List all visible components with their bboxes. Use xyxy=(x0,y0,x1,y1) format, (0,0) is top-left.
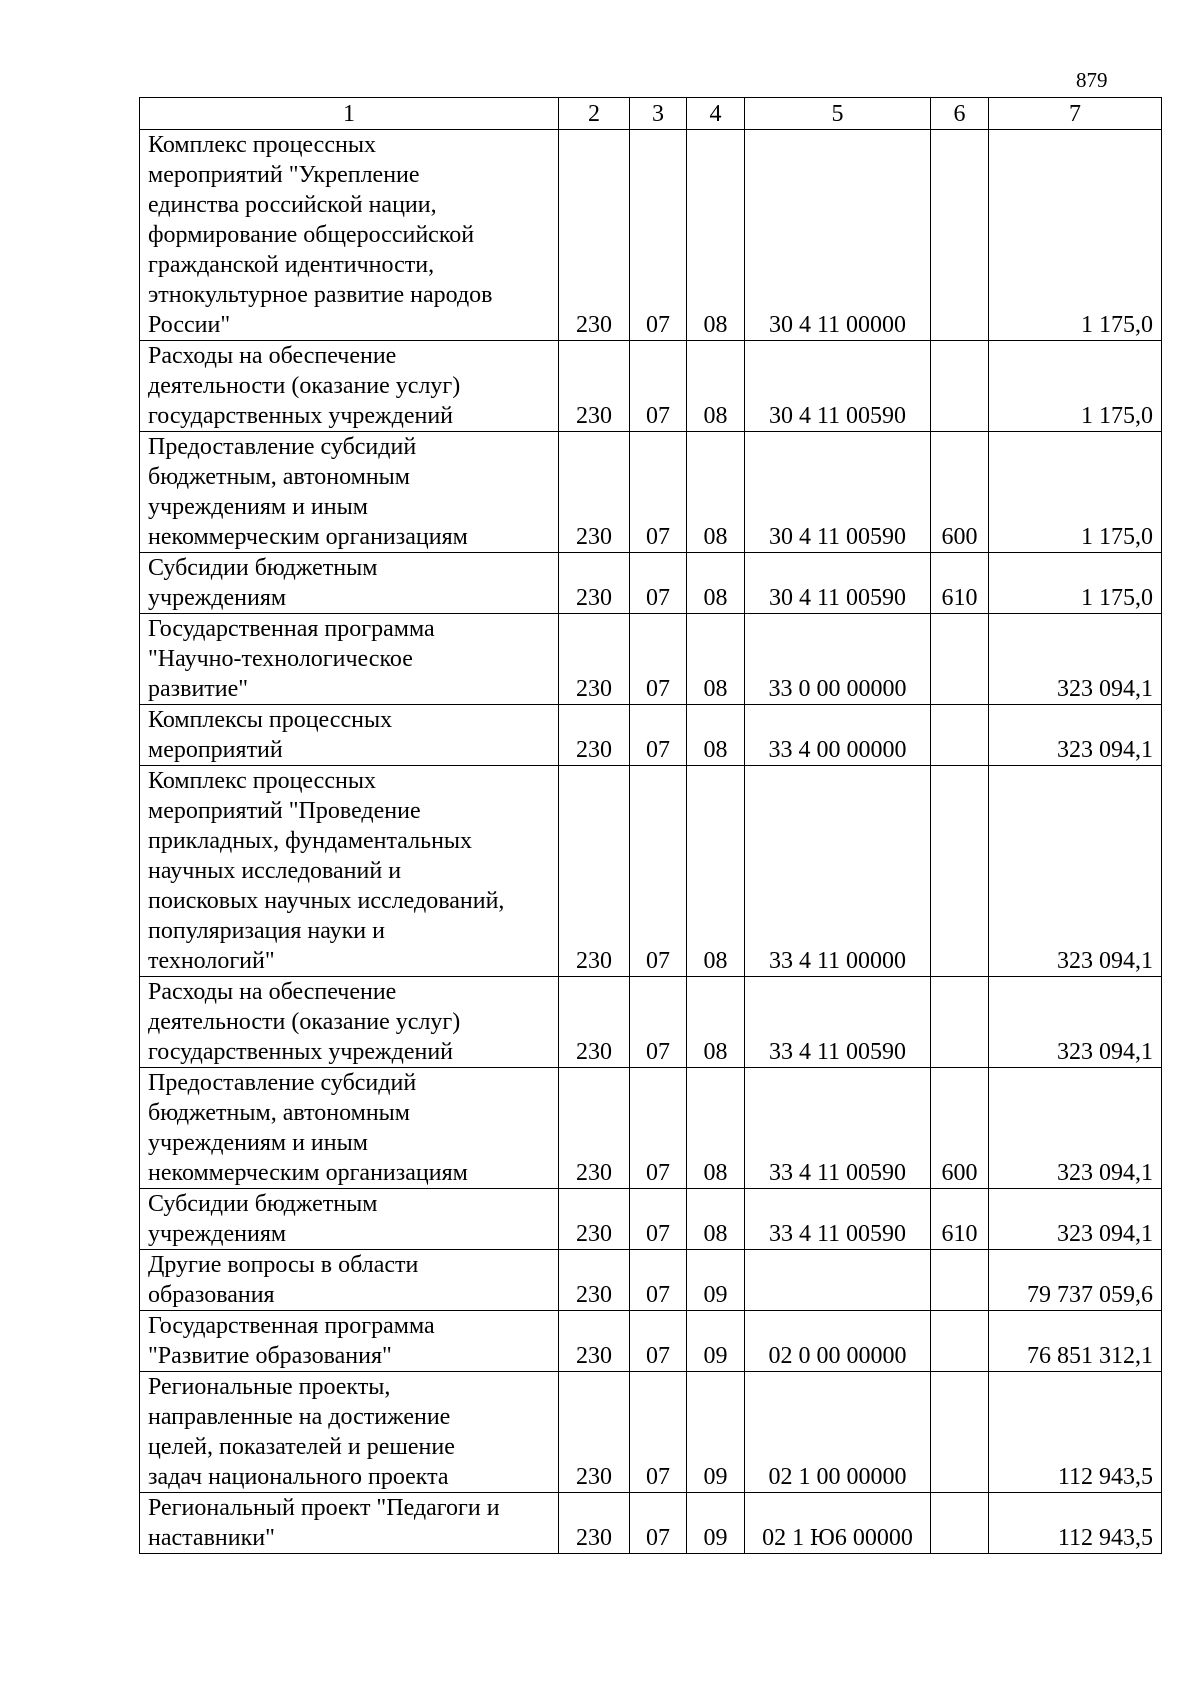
row-name-line: мероприятий "Проведение xyxy=(148,798,421,824)
row-name-line: образования xyxy=(148,1282,275,1308)
row-name-line: государственных учреждений xyxy=(148,1039,454,1065)
row-name-line: гражданской идентичности, xyxy=(148,252,435,278)
row-sum-cell: 323 094,1 xyxy=(989,1068,1162,1189)
row-sum-cell: 323 094,1 xyxy=(989,1189,1162,1250)
row-pr-cell: 08 xyxy=(687,766,745,977)
row-name-cell xyxy=(140,614,559,705)
row-vr-cell xyxy=(931,1493,989,1554)
row-pr-cell: 09 xyxy=(687,1372,745,1493)
row-pr-cell: 08 xyxy=(687,341,745,432)
row-csr-cell: 33 4 11 00590 xyxy=(745,1068,931,1189)
table-row xyxy=(140,705,1162,766)
table-row xyxy=(140,341,1162,432)
row-name-line: Предоставление субсидий xyxy=(148,1070,417,1096)
row-pr-cell: 08 xyxy=(687,614,745,705)
row-name-line: направленные на достижение xyxy=(148,1404,451,1430)
row-name-cell xyxy=(140,1311,559,1372)
row-name-line: Предоставление субсидий xyxy=(148,434,417,460)
row-name-line: поисковых научных исследований, xyxy=(148,888,505,914)
row-sum-cell: 76 851 312,1 xyxy=(989,1311,1162,1372)
row-vr-cell xyxy=(931,705,989,766)
row-name-line: некоммерческим организациям xyxy=(148,1160,468,1186)
row-csr-cell: 02 1 Ю6 00000 xyxy=(745,1493,931,1554)
row-name-line: мероприятий "Укрепление xyxy=(148,162,420,188)
row-vr-cell: 600 xyxy=(931,1068,989,1189)
page-number: 879 xyxy=(1076,68,1108,92)
table-row xyxy=(140,1189,1162,1250)
header-col-4: 4 xyxy=(687,98,745,130)
row-csr-cell xyxy=(745,1250,931,1311)
row-name-cell xyxy=(140,432,559,553)
row-sum-cell: 1 175,0 xyxy=(989,341,1162,432)
row-pr-cell: 08 xyxy=(687,977,745,1068)
row-name-cell xyxy=(140,1250,559,1311)
row-name-line: технологий" xyxy=(148,948,275,974)
row-name-line: Региональные проекты, xyxy=(148,1374,391,1400)
row-gr-cell: 230 xyxy=(559,130,630,341)
row-name-line: учреждениям xyxy=(148,1221,287,1247)
row-vr-cell xyxy=(931,130,989,341)
table-row xyxy=(140,432,1162,553)
row-pr-cell: 09 xyxy=(687,1250,745,1311)
header-col-5: 5 xyxy=(745,98,931,130)
row-vr-cell xyxy=(931,341,989,432)
row-csr-cell: 30 4 11 00590 xyxy=(745,432,931,553)
row-csr-cell: 33 4 11 00590 xyxy=(745,1189,931,1250)
row-gr-cell: 230 xyxy=(559,1189,630,1250)
row-vr-cell: 610 xyxy=(931,1189,989,1250)
row-sum-cell: 323 094,1 xyxy=(989,614,1162,705)
row-pr-cell: 08 xyxy=(687,432,745,553)
header-row xyxy=(140,98,1162,130)
row-name-line: целей, показателей и решение xyxy=(148,1434,455,1460)
row-gr-cell: 230 xyxy=(559,341,630,432)
row-csr-cell: 30 4 11 00590 xyxy=(745,553,931,614)
row-vr-cell: 610 xyxy=(931,553,989,614)
row-csr-cell: 30 4 11 00000 xyxy=(745,130,931,341)
row-name-cell xyxy=(140,553,559,614)
row-csr-cell: 30 4 11 00590 xyxy=(745,341,931,432)
row-name-line: Другие вопросы в области xyxy=(148,1252,419,1278)
row-gr-cell: 230 xyxy=(559,432,630,553)
row-csr-cell: 33 4 00 00000 xyxy=(745,705,931,766)
row-sum-cell: 1 175,0 xyxy=(989,130,1162,341)
row-name-line: задач национального проекта xyxy=(148,1464,449,1490)
row-vr-cell xyxy=(931,614,989,705)
row-pr-cell: 08 xyxy=(687,705,745,766)
row-gr-cell: 230 xyxy=(559,614,630,705)
table-header xyxy=(140,98,1162,130)
row-pr-cell: 08 xyxy=(687,553,745,614)
row-rz-cell: 07 xyxy=(630,1250,687,1311)
row-name-line: этнокультурное развитие народов xyxy=(148,282,493,308)
row-rz-cell: 07 xyxy=(630,130,687,341)
row-gr-cell: 230 xyxy=(559,1311,630,1372)
row-rz-cell: 07 xyxy=(630,1372,687,1493)
row-sum-cell: 1 175,0 xyxy=(989,432,1162,553)
row-rz-cell: 07 xyxy=(630,977,687,1068)
row-gr-cell: 230 xyxy=(559,1372,630,1493)
table-row xyxy=(140,1372,1162,1493)
row-name-line: некоммерческим организациям xyxy=(148,524,468,550)
header-col-1: 1 xyxy=(140,98,559,130)
row-pr-cell: 08 xyxy=(687,1189,745,1250)
row-gr-cell: 230 xyxy=(559,553,630,614)
row-gr-cell: 230 xyxy=(559,977,630,1068)
row-csr-cell: 33 0 00 00000 xyxy=(745,614,931,705)
row-name-line: научных исследований и xyxy=(148,858,402,884)
row-csr-cell: 02 1 00 00000 xyxy=(745,1372,931,1493)
row-gr-cell: 230 xyxy=(559,1250,630,1311)
row-name-line: Комплекс процессных xyxy=(148,132,376,158)
row-vr-cell xyxy=(931,1372,989,1493)
row-rz-cell: 07 xyxy=(630,432,687,553)
row-csr-cell: 33 4 11 00590 xyxy=(745,977,931,1068)
row-rz-cell: 07 xyxy=(630,553,687,614)
row-name-line: "Развитие образования" xyxy=(148,1343,392,1369)
row-vr-cell xyxy=(931,766,989,977)
row-name-line: прикладных, фундаментальных xyxy=(148,828,473,854)
row-name-line: Субсидии бюджетным xyxy=(148,1191,378,1217)
row-sum-cell: 112 943,5 xyxy=(989,1493,1162,1554)
row-name-cell xyxy=(140,977,559,1068)
row-rz-cell: 07 xyxy=(630,766,687,977)
row-vr-cell xyxy=(931,1250,989,1311)
row-csr-cell: 02 0 00 00000 xyxy=(745,1311,931,1372)
row-name-line: учреждениям и иным xyxy=(148,494,368,520)
row-name-line: Субсидии бюджетным xyxy=(148,555,378,581)
row-vr-cell: 600 xyxy=(931,432,989,553)
row-name-line: развитие" xyxy=(148,676,249,702)
row-vr-cell xyxy=(931,1311,989,1372)
row-name-cell xyxy=(140,1372,559,1493)
row-sum-cell: 112 943,5 xyxy=(989,1372,1162,1493)
row-rz-cell: 07 xyxy=(630,1068,687,1189)
table-row xyxy=(140,1068,1162,1189)
row-name-line: бюджетным, автономным xyxy=(148,1100,410,1126)
row-rz-cell: 07 xyxy=(630,1189,687,1250)
row-name-line: Расходы на обеспечение xyxy=(148,343,397,369)
row-name-line: Государственная программа xyxy=(148,1313,435,1339)
header-col-2: 2 xyxy=(559,98,630,130)
row-name-line: наставники" xyxy=(148,1525,275,1551)
table-row xyxy=(140,1493,1162,1554)
row-sum-cell: 79 737 059,6 xyxy=(989,1250,1162,1311)
budget-table xyxy=(139,97,1162,1554)
row-name-cell xyxy=(140,341,559,432)
row-rz-cell: 07 xyxy=(630,705,687,766)
row-csr-cell: 33 4 11 00000 xyxy=(745,766,931,977)
table-row xyxy=(140,130,1162,341)
row-name-line: бюджетным, автономным xyxy=(148,464,410,490)
row-name-cell xyxy=(140,1189,559,1250)
header-col-3: 3 xyxy=(630,98,687,130)
row-rz-cell: 07 xyxy=(630,614,687,705)
table-row xyxy=(140,553,1162,614)
row-gr-cell: 230 xyxy=(559,1493,630,1554)
row-name-line: Государственная программа xyxy=(148,616,435,642)
row-name-line: формирование общероссийской xyxy=(148,222,475,248)
row-name-line: популяризация науки и xyxy=(148,918,385,944)
row-sum-cell: 323 094,1 xyxy=(989,766,1162,977)
table-row xyxy=(140,1311,1162,1372)
row-name-line: Региональный проект "Педагоги и xyxy=(148,1495,500,1521)
row-vr-cell xyxy=(931,977,989,1068)
row-name-line: Комплекс процессных xyxy=(148,768,376,794)
table-row xyxy=(140,766,1162,977)
row-name-line: России" xyxy=(148,312,231,338)
row-sum-cell: 1 175,0 xyxy=(989,553,1162,614)
table-body xyxy=(140,130,1162,1554)
row-name-line: "Научно-технологическое xyxy=(148,646,413,672)
row-name-line: государственных учреждений xyxy=(148,403,454,429)
row-name-line: единства российской нации, xyxy=(148,192,437,218)
table-row xyxy=(140,614,1162,705)
row-name-cell xyxy=(140,1068,559,1189)
row-name-line: деятельности (оказание услуг) xyxy=(148,1009,461,1035)
header-col-6: 6 xyxy=(931,98,989,130)
row-sum-cell: 323 094,1 xyxy=(989,977,1162,1068)
row-pr-cell: 09 xyxy=(687,1493,745,1554)
row-name-cell xyxy=(140,1493,559,1554)
row-gr-cell: 230 xyxy=(559,705,630,766)
row-sum-cell: 323 094,1 xyxy=(989,705,1162,766)
row-gr-cell: 230 xyxy=(559,1068,630,1189)
table-row xyxy=(140,1250,1162,1311)
header-col-7: 7 xyxy=(989,98,1162,130)
row-rz-cell: 07 xyxy=(630,1311,687,1372)
row-rz-cell: 07 xyxy=(630,1493,687,1554)
row-name-cell xyxy=(140,766,559,977)
row-pr-cell: 08 xyxy=(687,1068,745,1189)
row-name-line: Расходы на обеспечение xyxy=(148,979,397,1005)
row-name-line: учреждениям и иным xyxy=(148,1130,368,1156)
table-row xyxy=(140,977,1162,1068)
row-name-line: учреждениям xyxy=(148,585,287,611)
row-name-line: деятельности (оказание услуг) xyxy=(148,373,461,399)
row-gr-cell: 230 xyxy=(559,766,630,977)
row-pr-cell: 08 xyxy=(687,130,745,341)
row-rz-cell: 07 xyxy=(630,341,687,432)
row-name-cell xyxy=(140,130,559,341)
row-name-cell xyxy=(140,705,559,766)
row-pr-cell: 09 xyxy=(687,1311,745,1372)
row-name-line: Комплексы процессных xyxy=(148,707,393,733)
row-name-line: мероприятий xyxy=(148,737,283,763)
